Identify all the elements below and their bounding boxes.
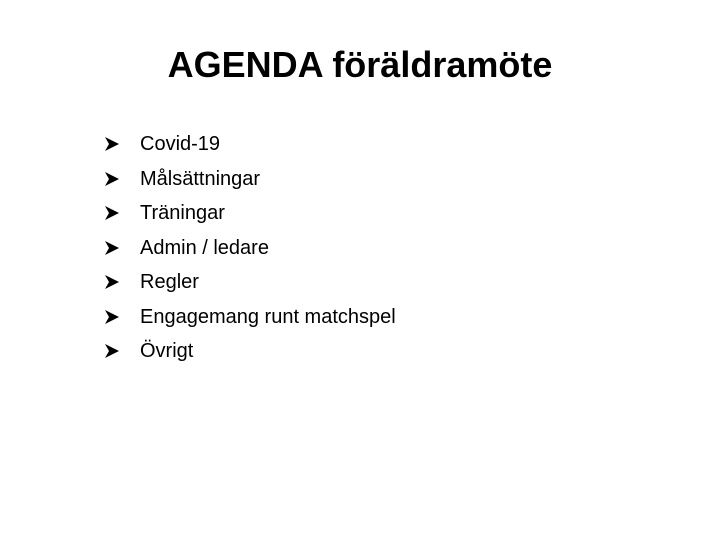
list-item [104,334,396,369]
arrowhead-bullet-icon [104,203,140,223]
list-item [104,231,396,266]
list-item-label: Covid-19 [140,133,221,156]
arrowhead-bullet-icon [104,341,140,361]
arrowhead-bullet-icon [104,238,140,258]
list-item [104,300,396,335]
list-item [104,162,396,197]
list-item-label: Engagemang runt matchspel [140,305,396,328]
list-item-label: Regler [140,271,199,294]
arrowhead-bullet-icon [104,134,140,154]
list-item-label: Övrigt [140,340,194,363]
list-item-label: Admin / ledare [140,236,269,259]
list-item [104,127,396,162]
list-item-label: Målsättningar [140,167,261,190]
slide-title: AGENDA föräldramöte [167,44,553,85]
list-item [104,196,396,231]
arrowhead-bullet-icon [104,169,140,189]
arrowhead-bullet-icon [104,307,140,327]
arrowhead-bullet-icon [104,272,140,292]
list-item [104,265,396,300]
list-item-label: Träningar [140,202,225,225]
agenda-list [104,127,396,369]
